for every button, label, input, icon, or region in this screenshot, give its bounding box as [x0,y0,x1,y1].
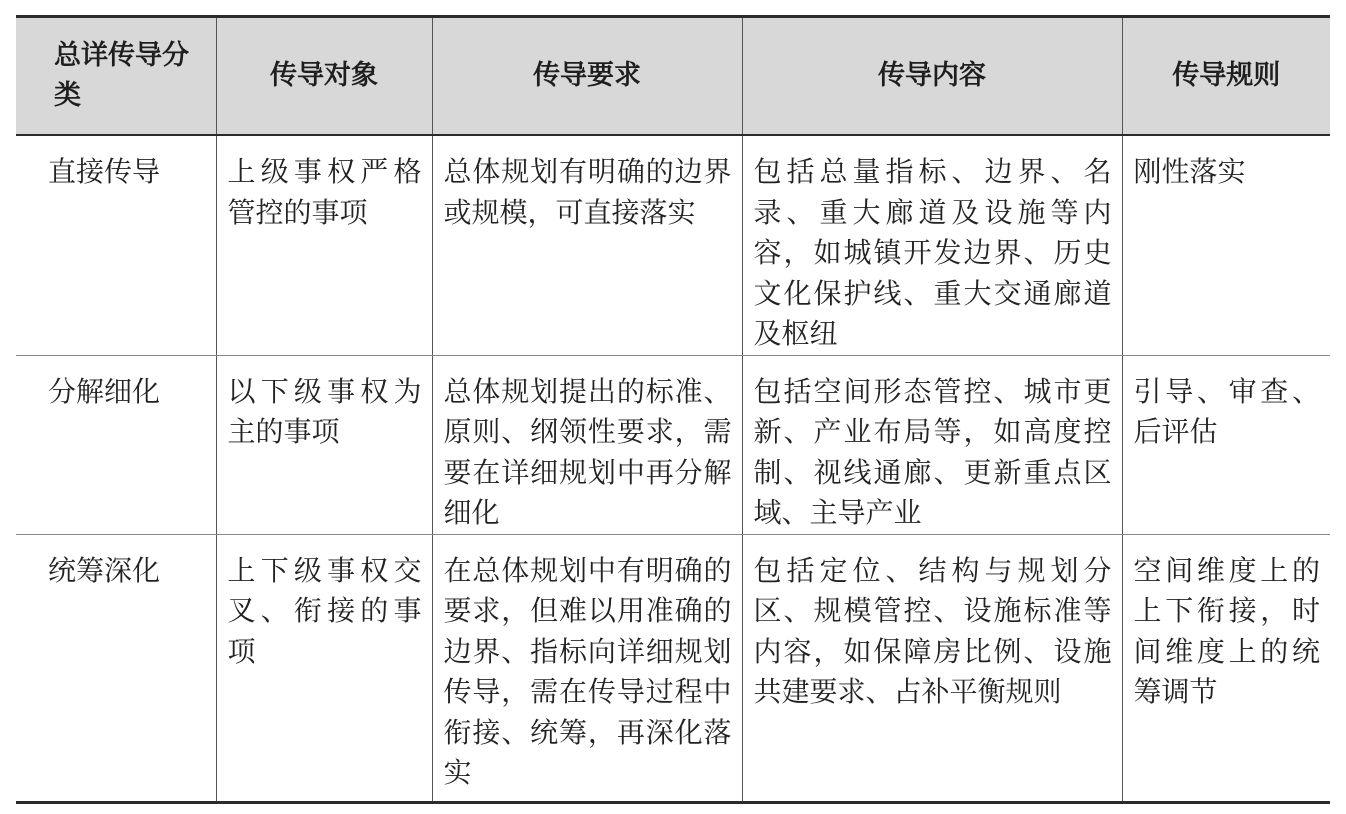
table-row [16,135,1330,355]
table-row [16,355,1330,534]
cell-rule: 刚性落实 [1122,135,1330,355]
header-rule: 传导规则 [1122,17,1330,136]
header-object: 传导对象 [216,17,432,136]
cell-content: 包括定位、结构与规划分区、规模管控、设施标准等内容，如保障房比例、设施共建要求、占补平衡规则 [742,534,1122,802]
cell-rule: 空间维度上的上下衔接，时间维度上的统筹调节 [1122,534,1330,802]
cell-requirement: 在总体规划中有明确的要求，但难以用准确的边界、指标向详细规划传导，需在传导过程中衔接、统筹，再深化落实 [432,534,742,802]
cell-category: 统筹深化 [16,534,216,802]
cell-content: 包括空间形态管控、城市更新、产业布局等，如高度控制、视线通廊、更新重点区域、主导产业 [742,355,1122,534]
table-body [16,135,1330,802]
cell-content: 包括总量指标、边界、名录、重大廊道及设施等内容，如城镇开发边界、历史文化保护线、重大交通廊道及枢纽 [742,135,1122,355]
cell-object: 以下级事权为主的事项 [216,355,432,534]
table-row [16,534,1330,802]
header-content: 传导内容 [742,17,1122,136]
header-category: 总详传导分类 [16,17,216,136]
table-header [16,17,1330,136]
header-row [16,17,1330,136]
cell-object: 上级事权严格管控的事项 [216,135,432,355]
cell-requirement: 总体规划提出的标准、原则、纲领性要求，需要在详细规划中再分解细化 [432,355,742,534]
transmission-classification-table [16,15,1330,804]
header-requirement: 传导要求 [432,17,742,136]
cell-category: 分解细化 [16,355,216,534]
cell-requirement: 总体规划有明确的边界或规模，可直接落实 [432,135,742,355]
cell-category: 直接传导 [16,135,216,355]
cell-object: 上下级事权交叉、衔接的事项 [216,534,432,802]
cell-rule: 引导、审查、后评估 [1122,355,1330,534]
transmission-classification-table-container [16,15,1330,804]
